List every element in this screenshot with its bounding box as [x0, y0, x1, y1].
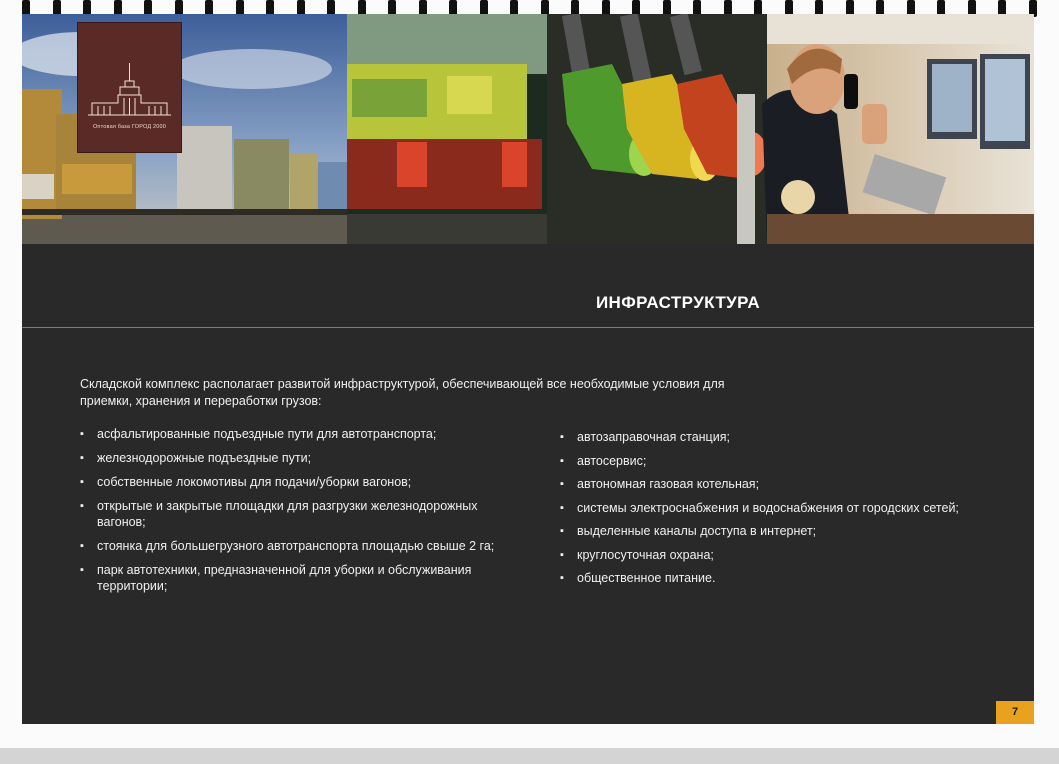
list-item: ▪ парк автотехники, предназначенной для уборки и обслуживания территории;: [80, 562, 500, 594]
list-item: ▪ выделенные каналы доступа в интернет;: [560, 520, 960, 544]
photo-banner: [22, 14, 1034, 244]
list-item: ▪ автозаправочная станция;: [560, 426, 960, 450]
title-divider: [22, 327, 1034, 328]
infrastructure-list-right: [560, 426, 960, 591]
intro-paragraph: Складской комплекс располагает развитой инфраструктурой, обеспечивающей все необходимые условия для приемки, хранения и переработки грузов:: [80, 377, 725, 408]
list-item: ▪ открытые и закрытые площадки для разгрузки железнодорожных вагонов;: [80, 498, 500, 530]
infrastructure-list-left: [80, 426, 500, 602]
list-item: ▪ системы электроснабжения и водоснабжения от городских сетей;: [560, 497, 960, 521]
company-logo: [77, 22, 182, 153]
logo-caption: Оптовая база ГОРОД 2000: [92, 124, 167, 130]
page-shadow: [0, 748, 1059, 764]
list-item: ▪ стоянка для большегрузного автотранспорта площадью свыше 2 га;: [80, 538, 500, 554]
building-logo-icon: [78, 23, 181, 123]
list-item: ▪ автосервис;: [560, 450, 960, 474]
list-item: ▪ железнодорожные подъездные пути;: [80, 450, 500, 466]
section-title: ИНФРАСТРУКТУРА: [595, 293, 761, 312]
list-item: ▪ автономная газовая котельная;: [560, 473, 960, 497]
page-number-badge: 7: [996, 701, 1034, 724]
list-item: ▪ асфальтированные подъездные пути для автотранспорта;: [80, 426, 500, 442]
content-panel: [22, 244, 1034, 724]
list-item: ▪ круглосуточная охрана;: [560, 544, 960, 568]
list-item: ▪ общественное питание.: [560, 567, 960, 591]
list-item: ▪ собственные локомотивы для подачи/уборки вагонов;: [80, 474, 500, 490]
